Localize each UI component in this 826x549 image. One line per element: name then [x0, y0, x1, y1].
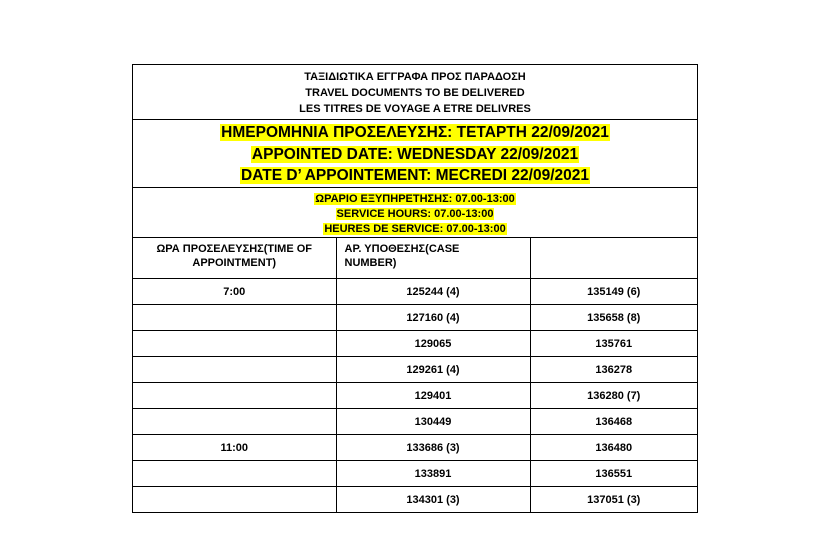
- case-number-cell: 125244 (4): [336, 279, 530, 305]
- case-number-cell: 135149 (6): [530, 279, 697, 305]
- case-number-cell: 127160 (4): [336, 305, 530, 331]
- table-row: [133, 279, 697, 305]
- date-line-greek: ΗΜΕΡΟΜΗΝΙΑ ΠΡΟΣΕΛΕΥΣΗΣ: ΤΕΤΑΡΤΗ 22/09/2021: [221, 124, 609, 141]
- table-row: [133, 383, 697, 409]
- document-table: [132, 64, 698, 513]
- case-number-cell: 136280 (7): [530, 383, 697, 409]
- table-header-row: [133, 238, 697, 279]
- hours-line-greek: ΩΡΑΡΙΟ ΕΞΥΠΗΡΕΤΗΣΗΣ: 07.00-13:00: [315, 193, 515, 205]
- date-line-english: APPOINTED DATE: WEDNESDAY 22/09/2021: [251, 145, 579, 163]
- time-cell: [133, 383, 336, 409]
- appointment-date-block: [133, 120, 697, 188]
- time-cell: 7:00: [133, 279, 336, 305]
- case-number-cell: 137051 (3): [530, 487, 697, 513]
- table-row: [133, 357, 697, 383]
- case-number-cell: 135761: [530, 331, 697, 357]
- title-line-french: LES TITRES DE VOYAGE A ETRE DELIVRES: [299, 103, 531, 115]
- table-row: [133, 461, 697, 487]
- time-cell: [133, 331, 336, 357]
- time-cell: [133, 357, 336, 383]
- case-number-cell: 134301 (3): [336, 487, 530, 513]
- time-cell: [133, 487, 336, 513]
- time-cell: 11:00: [133, 435, 336, 461]
- case-number-cell: 136468: [530, 409, 697, 435]
- case-number-cell: 135658 (8): [530, 305, 697, 331]
- header-time: ΩΡΑ ΠΡΟΣΕΛΕΥΣΗΣ(TIME OF APPOINTMENT): [133, 238, 336, 279]
- case-number-cell: 136480: [530, 435, 697, 461]
- appointments-table: [133, 238, 697, 512]
- table-row: [133, 331, 697, 357]
- case-number-cell: 136551: [530, 461, 697, 487]
- header-case-number: ΑΡ. ΥΠΟΘΕΣΗΣ(CASE NUMBER): [336, 238, 530, 279]
- case-number-cell: 129065: [336, 331, 530, 357]
- time-cell: [133, 461, 336, 487]
- service-hours-block: [133, 188, 697, 238]
- title-line-greek: ΤΑΞΙΔΙΩΤΙΚΑ ΕΓΓΡΑΦΑ ΠΡΟΣ ΠΑΡΑΔΟΣΗ: [304, 71, 526, 83]
- date-line-french: DATE D’ APPOINTEMENT: MECREDI 22/09/2021: [241, 167, 589, 184]
- hours-line-french: HEURES DE SERVICE: 07.00-13:00: [324, 223, 506, 235]
- case-number-cell: 129401: [336, 383, 530, 409]
- case-number-cell: 130449: [336, 409, 530, 435]
- table-row: [133, 409, 697, 435]
- hours-line-english: SERVICE HOURS: 07.00-13:00: [336, 208, 494, 220]
- table-row: [133, 435, 697, 461]
- case-number-cell: 133891: [336, 461, 530, 487]
- case-number-cell: 136278: [530, 357, 697, 383]
- case-number-cell: 129261 (4): [336, 357, 530, 383]
- time-cell: [133, 409, 336, 435]
- header-extra: [530, 238, 697, 279]
- title-block: [133, 65, 697, 120]
- table-row: [133, 487, 697, 513]
- time-cell: [133, 305, 336, 331]
- case-number-cell: 133686 (3): [336, 435, 530, 461]
- title-line-english: TRAVEL DOCUMENTS TO BE DELIVERED: [305, 87, 525, 99]
- table-row: [133, 305, 697, 331]
